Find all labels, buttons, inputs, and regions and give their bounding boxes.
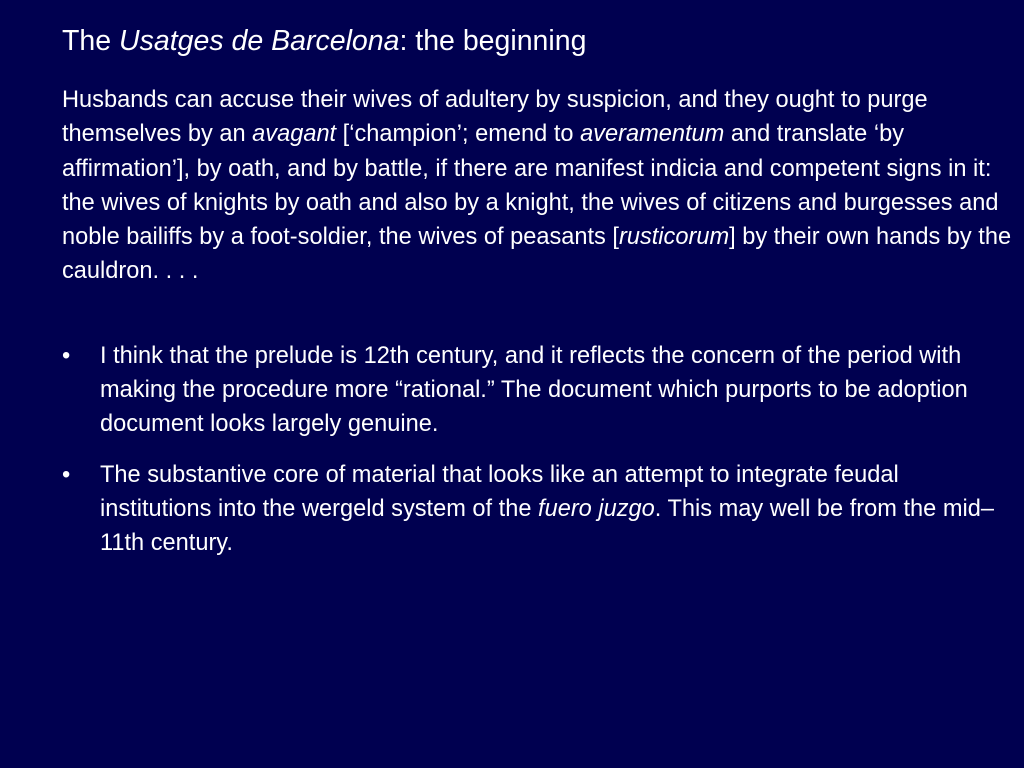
intro-text-2: [‘champion’; emend to — [336, 121, 581, 148]
bullet-list — [62, 339, 1002, 577]
bullet-emphasis-fuero-juzgo: fuero juzgo — [538, 496, 655, 522]
title-text-prefix: The — [62, 25, 120, 57]
intro-text-3: and translate ‘by affirmation’], by oath, and by battle, if there are manifest indicia and competent signs in it: the wives of knights by oath and also by a knight, the wives of citizens and burgesses and noble bailiffs by a foot-soldier, the wives of peasants [ — [62, 121, 999, 251]
bullet-item-substantive-core — [62, 458, 1002, 560]
bullet-text: I think that the prelude is 12th century, and it reflects the concern of the period with making the procedure more “rational.” The document which purports to be adoption document looks largely genuine. — [100, 343, 968, 437]
intro-text-1: Husbands can accuse their wives of adultery by suspicion, and they ought to purge themselves by an — [62, 87, 928, 148]
bullet-item-prelude — [62, 339, 1002, 441]
title-text-suffix: : the beginning — [399, 25, 587, 57]
intro-paragraph — [62, 83, 1014, 289]
bullet-marker: • — [62, 462, 71, 488]
slide-title — [62, 22, 1002, 60]
intro-text-4: ] by their own hands by the cauldron. . . . — [62, 224, 1012, 285]
bullet-text-2: . This may well be from the mid–11th century. — [100, 496, 994, 556]
bullet-marker: • — [62, 343, 71, 369]
bullet-text-1: The substantive core of material that looks like an attempt to integrate feudal institutions into the wergeld system of the — [100, 462, 899, 522]
intro-emphasis-averamentum: averamentum — [580, 121, 725, 148]
title-emphasis: Usatges de Barcelona — [119, 25, 400, 57]
intro-emphasis-rusticorum: rusticorum — [618, 224, 730, 251]
intro-emphasis-avagant: avagant — [252, 121, 337, 148]
